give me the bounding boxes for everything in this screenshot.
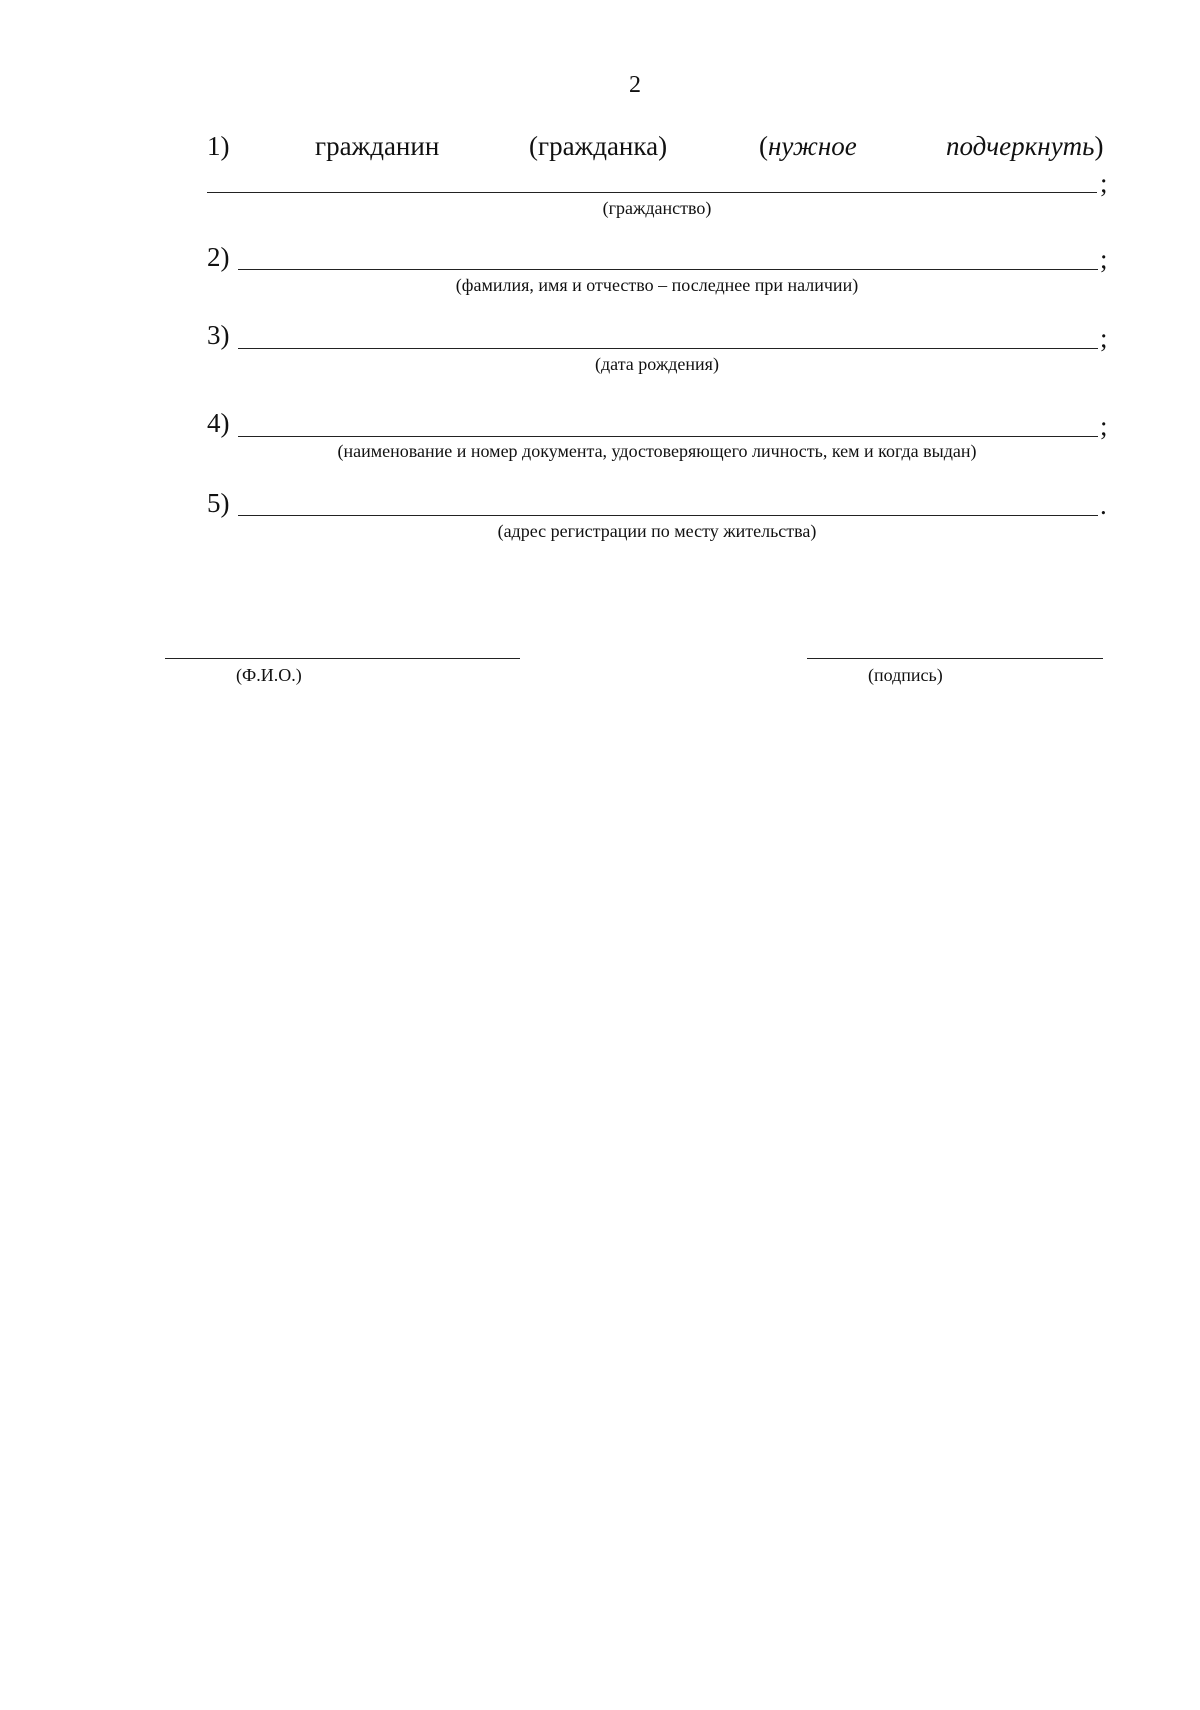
full-name-caption: (фамилия, имя и отчество – последнее при наличии) [455,275,859,295]
registration-address-caption: (адрес регистрации по месту жительства) [497,521,817,541]
field-number-2: 2) [207,242,230,272]
full-name-input-line[interactable] [238,269,1098,270]
identity-document-input-line[interactable] [238,436,1098,437]
citizenship-input-line[interactable] [207,192,1097,193]
instruction-close [946,133,1103,160]
field-number-1: 1) [207,131,230,161]
paren-close: ) [1094,131,1104,161]
semicolon-2: ; [1100,244,1108,274]
fio-caption: (Ф.И.О.) [236,665,302,685]
semicolon-4: ; [1100,411,1108,441]
field-number-3: 3) [207,320,230,350]
birth-date-input-line[interactable] [238,348,1098,349]
period-5: . [1100,490,1107,520]
registration-address-input-line[interactable] [238,515,1098,516]
field-number-4: 4) [207,408,230,438]
word-citizen-female: (гражданка) [529,131,668,161]
instruction-open [759,133,857,160]
semicolon-3: ; [1100,323,1108,353]
signature-caption: (подпись) [868,665,943,685]
birth-date-caption: (дата рождения) [595,354,719,374]
word-citizen-male: гражданин [315,131,440,161]
semicolon-1: ; [1100,168,1108,198]
signature-input-line[interactable] [807,658,1103,659]
identity-document-caption: (наименование и номер документа, удостоверяющего личность, кем и когда выдан) [337,441,977,461]
page-number: 2 [629,72,641,98]
paren-open: ( [759,131,768,161]
citizenship-caption: (гражданство) [602,198,712,218]
word-underline: подчеркнуть [946,131,1095,161]
field-number-5: 5) [207,488,230,518]
word-needed: нужное [768,131,857,161]
fio-input-line[interactable] [165,658,520,659]
